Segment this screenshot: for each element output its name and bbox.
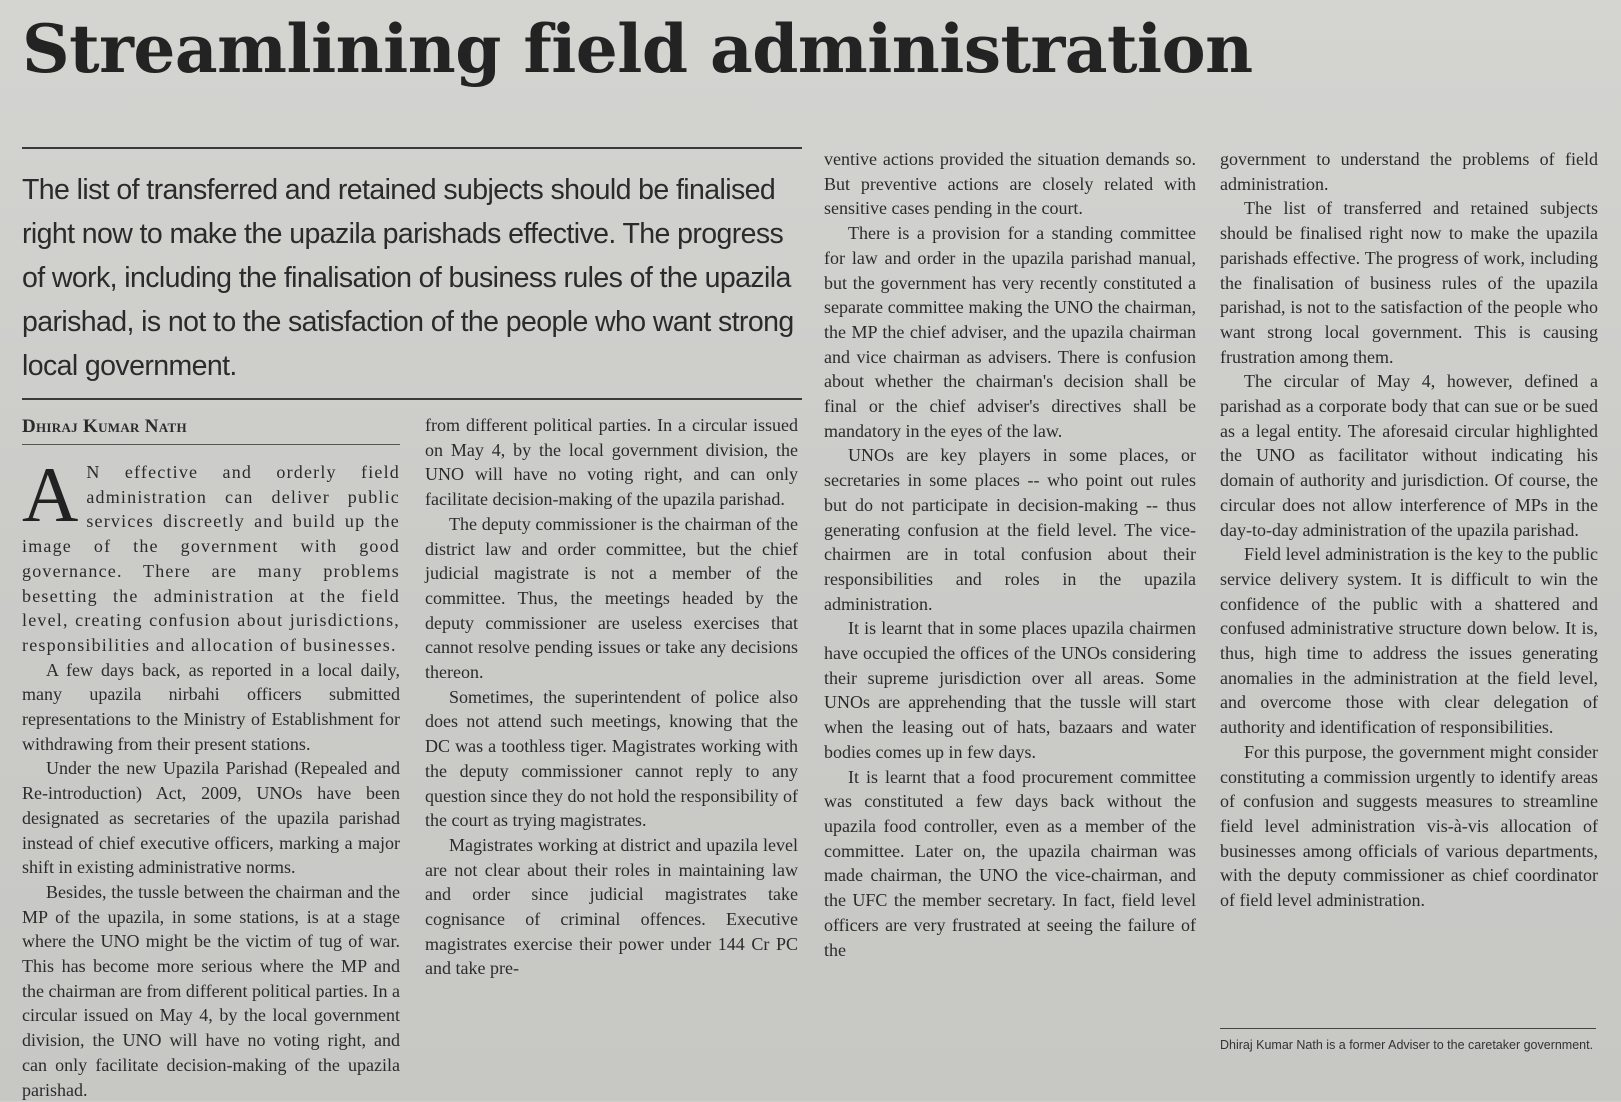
author-footnote: Dhiraj Kumar Nath is a former Adviser to the caretaker government. bbox=[1220, 1038, 1594, 1052]
body-paragraph: There is a provision for a standing committee for law and order in the upazila parishad manual, but the government has very recently constituted a separate committee making the UNO the chairman, the MP the chief adviser, and the upazila chairman and vice chairman as advisers. There is confusion about whether the chairman's decision shall be final or the chief adviser's directives shall be mandatory in the eyes of the law. bbox=[824, 223, 1196, 441]
body-paragraph: A few days back, as reported in a local daily, many upazila nirbahi officers submitted representations to the Ministry of Establishment for withdrawing from their present stations. bbox=[22, 659, 400, 754]
deck-top-rule bbox=[22, 147, 802, 149]
article-column-3 bbox=[824, 147, 1196, 962]
opening-paragraph bbox=[22, 451, 400, 658]
body-paragraph: It is learnt that a food procurement committee was constituted a few days back without the upazila food controller, even as a member of the committee. Later on, the upazila chairman was made chairman, the UNO the vice-chairman, and the UFC the member secretary. In fact, field level officers are very frustrated at seeing the failure of the bbox=[824, 766, 1196, 960]
body-paragraph-continued: ventive actions provided the situation demands so. But preventive actions are closely related with sensitive cases pending in the court. bbox=[824, 149, 1196, 219]
article-column-4 bbox=[1220, 147, 1598, 913]
body-paragraph: The deputy commissioner is the chairman of the district law and order committee, but the chief judicial magistrate is not a member of the committee. Thus, the meetings headed by the deputy commissioner are useless exercises that cannot resolve pending issues or take any decisions thereon. bbox=[425, 513, 798, 683]
body-paragraph: Besides, the tussle between the chairman and the MP of the upazila, in some stations, is at a stage where the UNO might be the victim of tug of war. This has become more serious where the MP and the chairman are from different political parties. In a circular issued on May 4, by the local government division, the UNO will have no voting right, and can only facilitate decision-making of the upazila parishad. bbox=[22, 881, 400, 1100]
body-paragraph-continued: government to understand the problems of field administration. bbox=[1220, 149, 1598, 194]
drop-cap: A bbox=[22, 451, 79, 538]
footnote-rule bbox=[1220, 1028, 1596, 1029]
article-column-2 bbox=[425, 413, 798, 981]
headline: Streamlining field administration bbox=[22, 10, 1253, 88]
body-paragraph: Field level administration is the key to the public service delivery system. It is difficult to win the confidence of the public with a shattered and confused administrative structure down below. It is, thus, high time to address the issues generating anomalies in the administration at the field level, and overcome those with clear delegation of authority and identification of responsibilities. bbox=[1220, 544, 1598, 738]
body-paragraph: It is learnt that in some places upazila chairmen have occupied the offices of the UNOs considering their supreme jurisdiction over all areas. Some UNOs are apprehending that the tussle will start when the leasing out of hats, bazaars and water bodies comes up in few days. bbox=[824, 618, 1196, 762]
byline: Dhiraj Kumar Nath bbox=[22, 416, 187, 437]
body-paragraph: UNOs are key players in some places, or secretaries in some places -- who point out rules but do not participate in decision-making -- thus generating confusion at the field level. The vice-chairmen are in total confusion about their responsibilities and roles in the upazila administration. bbox=[824, 445, 1196, 614]
byline-rule bbox=[22, 444, 400, 445]
body-paragraph: Sometimes, the superintendent of police also does not attend such meetings, knowing that the DC was a toothless tiger. Magistrates working with the deputy commissioner cannot reply to any question since they do not hold the responsibility of the court as trying magistrates. bbox=[425, 686, 798, 831]
deck-bottom-rule bbox=[22, 398, 802, 400]
body-paragraph: Magistrates working at district and upazila level are not clear about their roles in maintaining law and order since judicial magistrates take cognisance of criminal offences. Executive magistrates exercise their power under 144 Cr PC and take pre- bbox=[425, 834, 798, 979]
body-paragraph: Under the new Upazila Parishad (Repealed and Re-introduction) Act, 2009, UNOs have been designated as secretaries of the upazila parishad instead of chief executive officers, marking a major shift in existing administrative norms. bbox=[22, 758, 400, 878]
body-paragraph-continued: from different political parties. In a circular issued on May 4, by the local government division, the UNO will have no voting right, and can only facilitate decision-making of the upazila parishad. bbox=[425, 415, 798, 510]
deck: The list of transferred and retained subjects should be finalised right now to make the upazila parishads effective. The progress of work, including the finalisation of business rules of the upazila parishad, is not to the satisfaction of the people who want strong local government. bbox=[22, 174, 794, 382]
body-paragraph: For this purpose, the government might consider constituting a commission urgently to identify areas of confusion and suggests measures to streamline field level administration vis-à-vis allocation of businesses among officials of various departments, with the deputy commissioner as chief coordinator of field level administration. bbox=[1220, 741, 1598, 911]
body-paragraph: The circular of May 4, however, defined a parishad as a corporate body that can sue or be sued as a legal entity. The aforesaid circular highlighted the UNO as facilitator without indicating his domain of authority and jurisdiction. Of course, the circular does not allow interference of MPs in the day-to-day administration of the upazila parishad. bbox=[1220, 371, 1598, 540]
body-paragraph: The list of transferred and retained subjects should be finalised right now to make the upazila parishads effective. The progress of work, including the finalisation of business rules of the upazila parishad, is not to the satisfaction of the people who want strong local government. This is causing frustration among them. bbox=[1220, 198, 1598, 367]
opening-text: N effective and orderly field administration can deliver public services discreetly and build up the image of the government with good governance. There are many problems besetting the administration at the field level, creating confusion about jurisdictions, responsibilities and allocation of businesses. bbox=[22, 462, 400, 655]
article-column-1 bbox=[22, 451, 400, 1100]
